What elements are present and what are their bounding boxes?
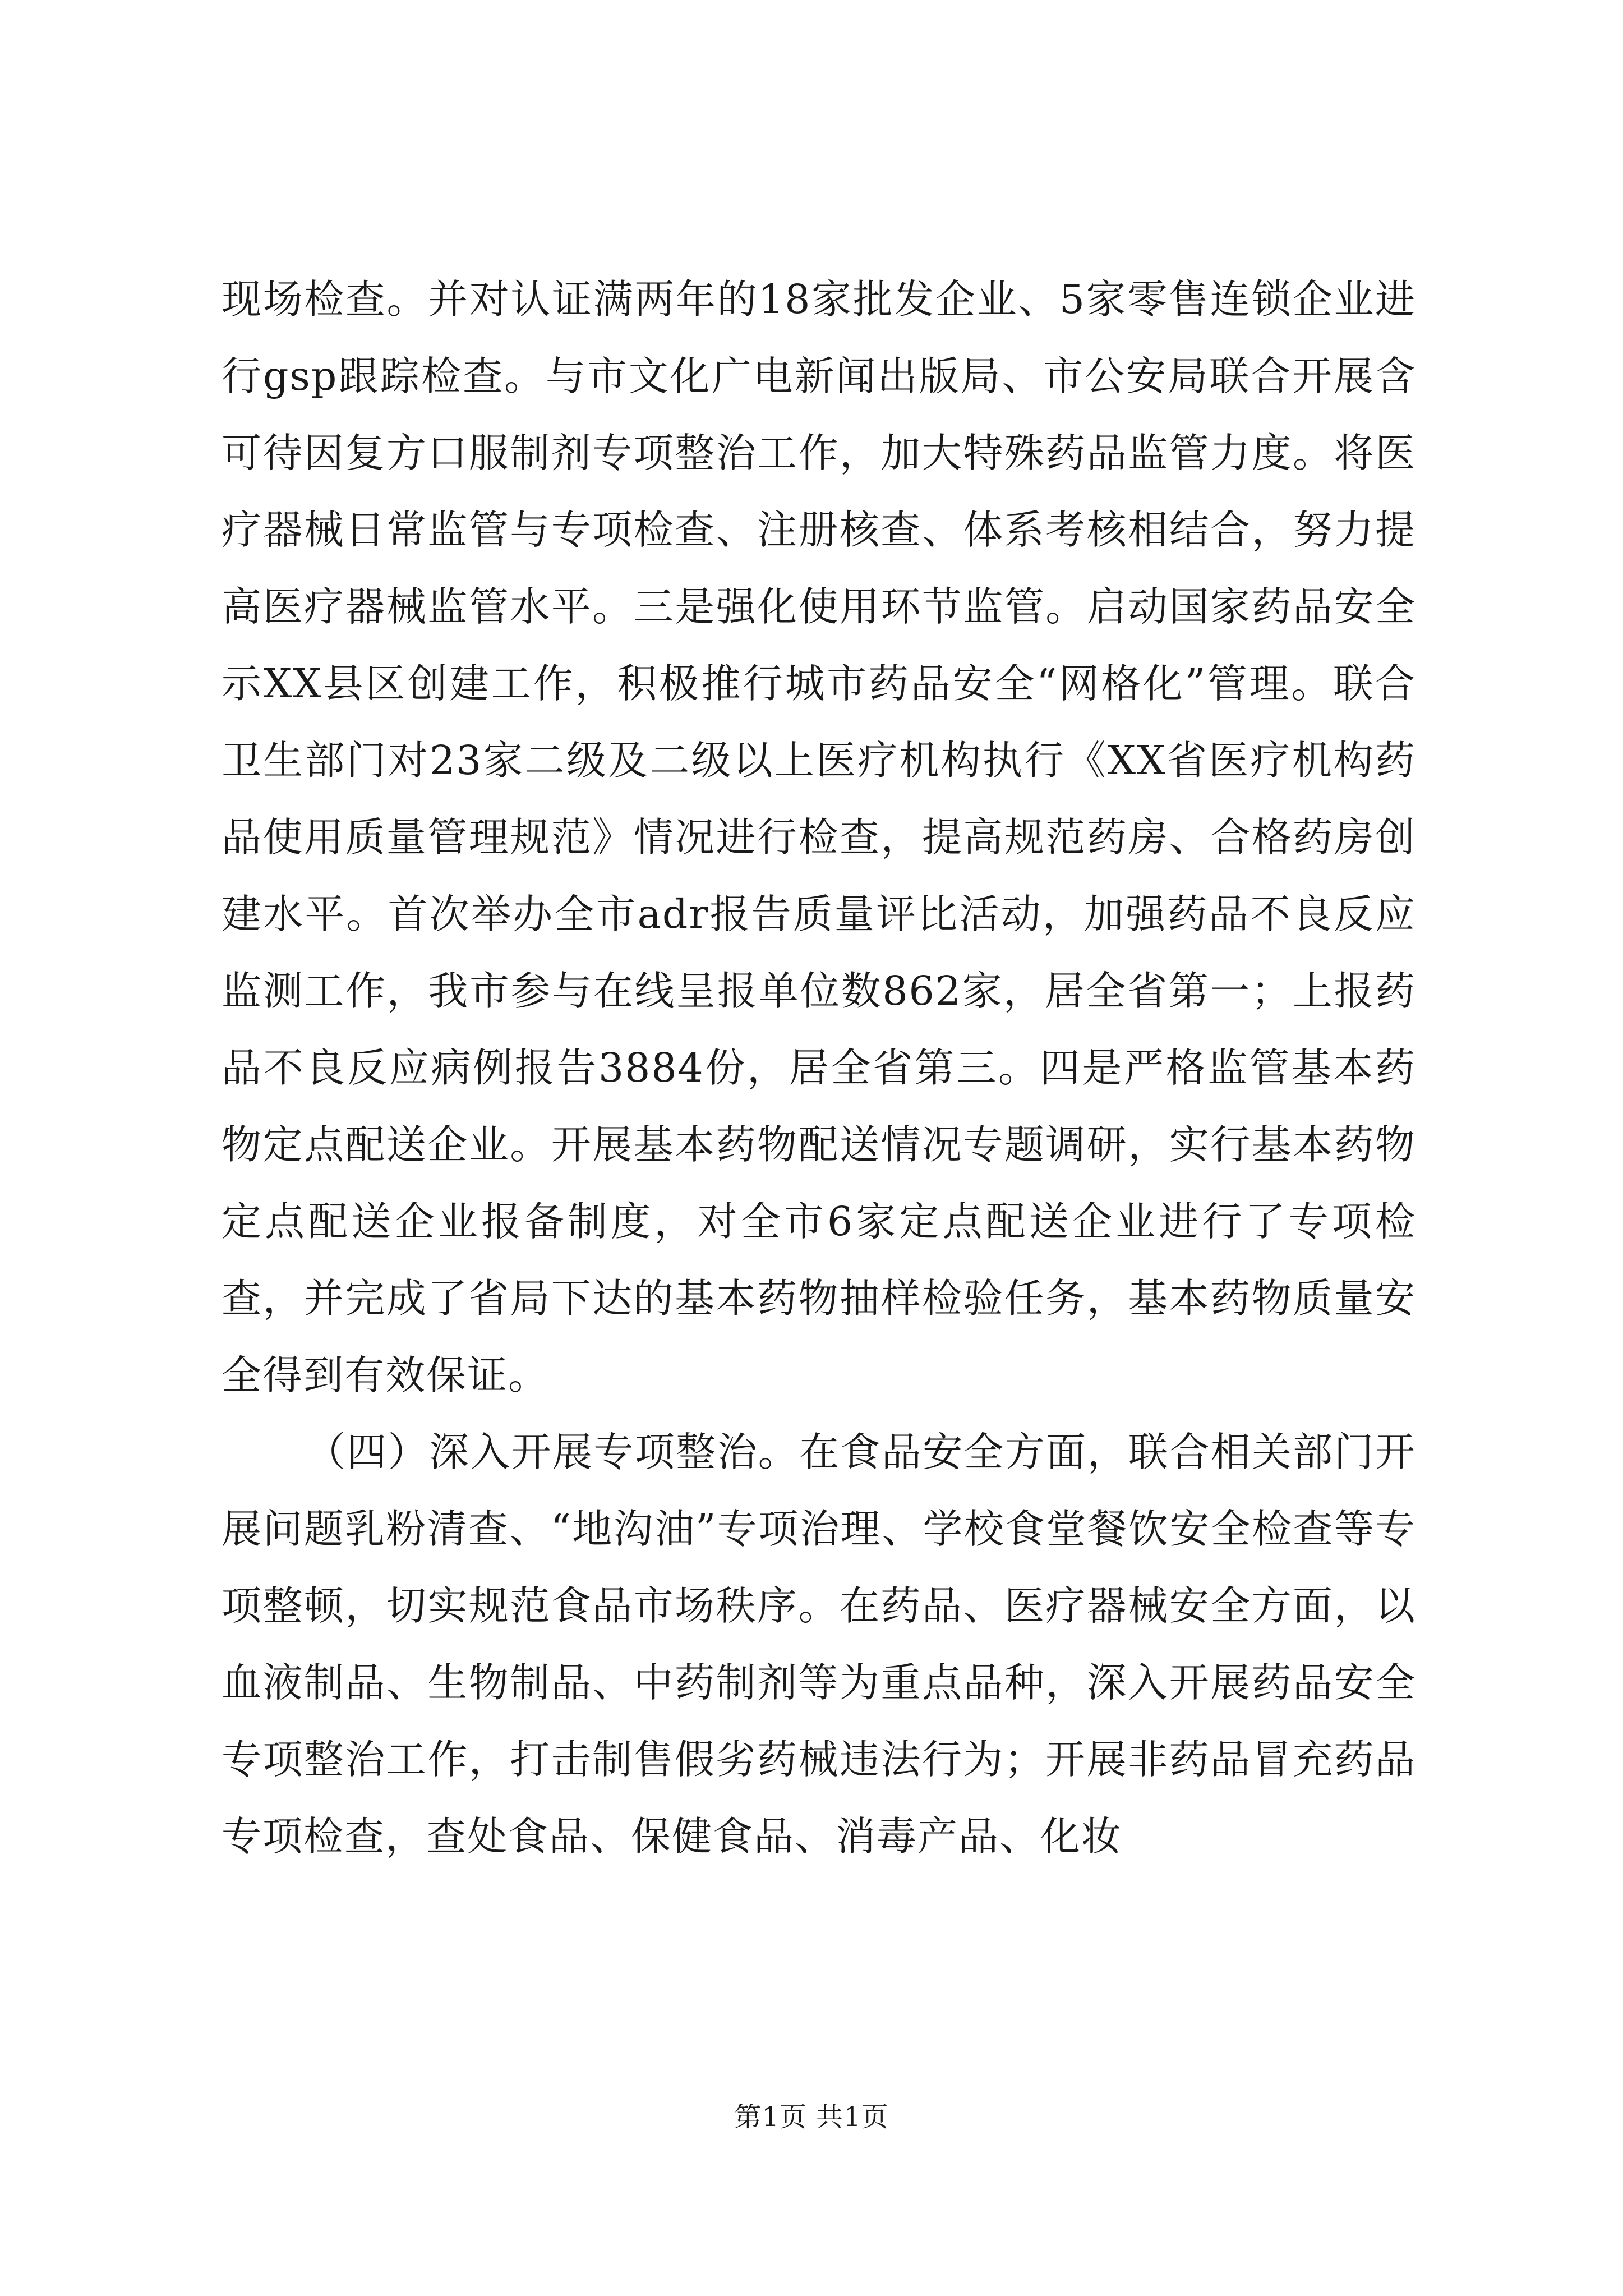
- paragraph-1: 现场检查。并对认证满两年的18家批发企业、5家零售连锁企业进行gsp跟踪检查。与市文化广电新闻出版局、市公安局联合开展含可待因复方口服制剂专项整治工作，加大特殊药品监管力度。将医疗器械日常监管与专项检查、注册核查、体系考核相结合，努力提高医疗器械监管水平。三是强化使用环节监管。启动国家药品安全示XX县区创建工作，积极推行城市药品安全“网格化”管理。联合卫生部门对23家二级及二级以上医疗机构执行《XX省医疗机构药品使用质量管理规范》情况进行检查，提高规范药房、合格药房创建水平。首次举办全市adr报告质量评比活动，加强药品不良反应监测工作，我市参与在线呈报单位数862家，居全省第一；上报药品不良反应病例报告3884份，居全省第三。四是严格监管基本药物定点配送企业。开展基本药物配送情况专题调研，实行基本药物定点配送企业报备制度，对全市6家定点配送企业进行了专项检查，并完成了省局下达的基本药物抽样检验任务，基本药物质量安全得到有效保证。: [222, 276, 1416, 1398]
- document-body: [222, 261, 1416, 1875]
- page-footer: 第1页 共1页: [734, 2101, 889, 2133]
- paragraph-2: （四）深入开展专项整治。在食品安全方面，联合相关部门开展问题乳粉清查、“地沟油”专项治理、学校食堂餐饮安全检查等专项整顿，切实规范食品市场秩序。在药品、医疗器械安全方面，以血液制品、生物制品、中药制剂等为重点品种，深入开展药品安全专项整治工作，打击制售假劣药械违法行为；开展非药品冒充药品专项检查，查处食品、保健食品、消毒产品、化妆: [222, 1429, 1416, 1860]
